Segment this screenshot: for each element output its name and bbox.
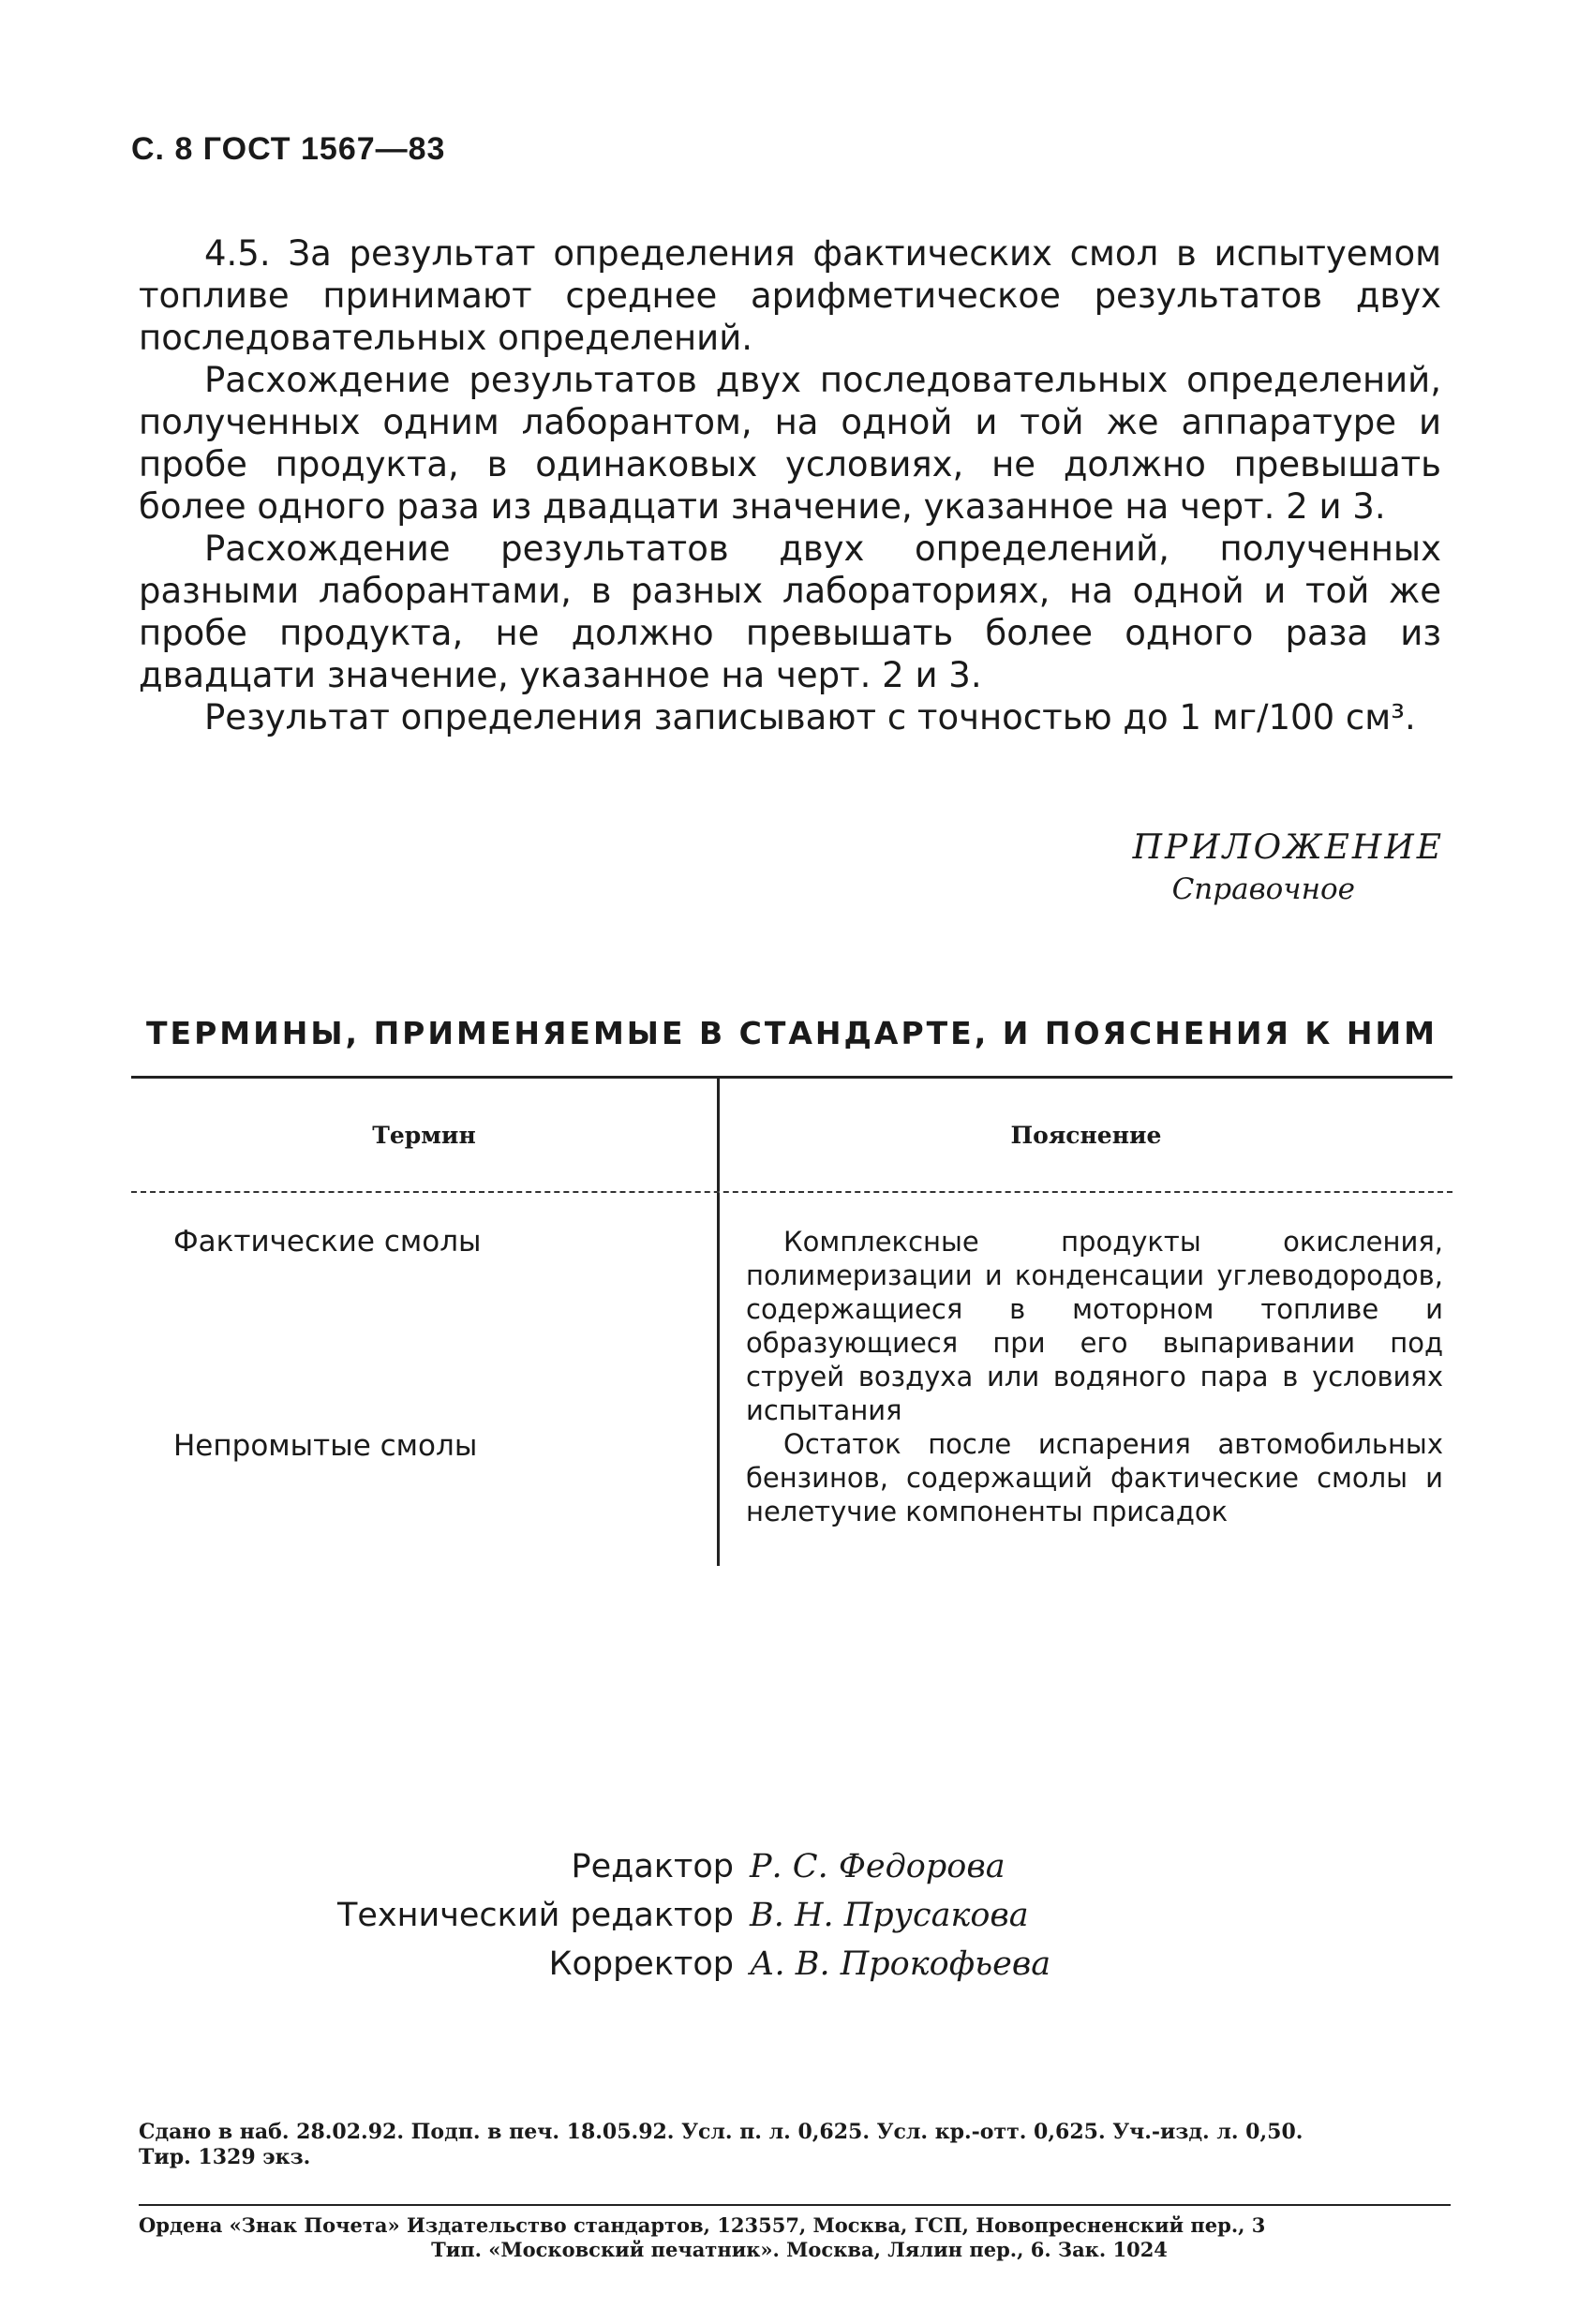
imprint-divider <box>139 2204 1451 2206</box>
table-cell-explanation: Комплексные продукты окисления, полимеризации и конденсации углеводородов, содержащиеся в моторном топливе и образующиеся при его выпаривании под струей воздуха или водяного пара в условиях испытания <box>746 1226 1443 1426</box>
table-cell-term: Фактические смолы <box>173 1225 482 1259</box>
table-header <box>131 1079 1452 1193</box>
paragraph-result: 4.5. За результат определения фактических смол в испытуемом топливе принимают среднее арифметическое результатов двух последовательных определений. <box>139 233 1441 358</box>
explanations-column <box>717 1193 1452 1566</box>
appendix-label: ПРИЛОЖЕНИЕ <box>1132 828 1444 867</box>
table-body <box>131 1193 1452 1566</box>
credit-editor <box>0 1848 1594 1897</box>
credit-tech-editor <box>0 1897 1594 1945</box>
paragraph-repeatability: Расхождение результатов двух последовательных определений, полученных одним лаборантом, на одной и той же аппаратуре и пробе продукта, в одинаковых условиях, не должно превышать более одного раза из двадцати значение, указанное на черт. 2 и 3. <box>139 360 1441 527</box>
terms-column <box>131 1193 717 1566</box>
appendix-heading <box>1133 828 1444 906</box>
credit-proofreader <box>0 1945 1594 1994</box>
imprint <box>139 2120 1451 2170</box>
table-cell-term: Непромытые смолы <box>173 1429 478 1463</box>
page-header: С. 8 ГОСТ 1567—83 <box>131 131 446 167</box>
imprint-line: Сдано в наб. 28.02.92. Подп. в печ. 18.05.92. Усл. п. л. 0,625. Усл. кр.-отт. 0,625. Уч.-изд. л. 0,50. <box>139 2120 1304 2144</box>
paragraph-precision: Результат определения записывают с точностью до 1 мг/100 см³. <box>204 697 1416 737</box>
credits <box>0 1848 1594 1994</box>
appendix-note: Справочное <box>1171 872 1355 906</box>
credit-role: Редактор <box>571 1848 734 1885</box>
printer-line: Тип. «Московский печатник». Москва, Лялин пер., 6. Зак. 1024 <box>431 2238 1168 2261</box>
credit-role: Технический редактор <box>336 1897 734 1934</box>
printing-info <box>139 2213 1460 2262</box>
imprint-line: Тир. 1329 экз. <box>139 2145 311 2169</box>
table-cell-explanation: Остаток после испарения автомобильных бензинов, содержащий фактические смолы и нелетучие компоненты присадок <box>746 1428 1443 1527</box>
credit-name: В. Н. Прусакова <box>750 1897 1029 1934</box>
column-header-explanation: Пояснение <box>717 1079 1452 1191</box>
terms-title: ТЕРМИНЫ, ПРИМЕНЯЕМЫЕ В СТАНДАРТЕ, И ПОЯСНЕНИЯ К НИМ <box>146 1015 1438 1051</box>
column-header-term: Термин <box>372 1121 476 1149</box>
paragraph-reproducibility: Расхождение результатов двух определений, полученных разными лаборантами, в разных лабораториях, на одной и той же пробе продукта, не должно превышать более одного раза из двадцати значение, указанное на черт. 2 и 3. <box>139 529 1441 695</box>
publisher-line: Ордена «Знак Почета» Издательство стандартов, 123557, Москва, ГСП, Новопресненский пер., 3 <box>139 2213 1266 2237</box>
credit-name: А. В. Прокофьева <box>750 1945 1051 1983</box>
section-4-5 <box>139 232 1441 738</box>
terms-table <box>131 1076 1452 1566</box>
credit-name: Р. С. Федорова <box>750 1848 1006 1885</box>
credit-role: Корректор <box>548 1945 734 1983</box>
